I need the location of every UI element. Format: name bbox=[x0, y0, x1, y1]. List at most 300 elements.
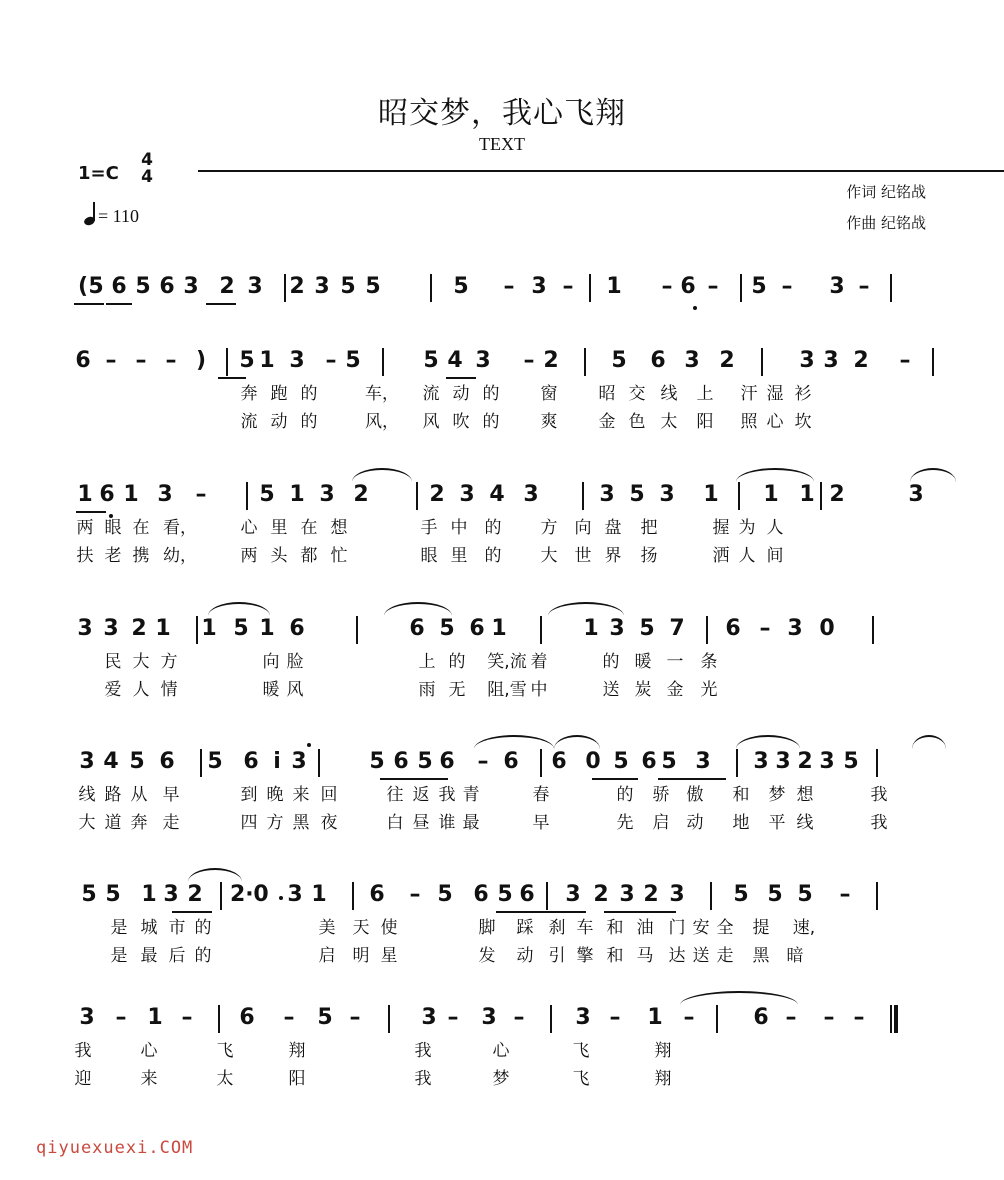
tempo-value: = 110 bbox=[98, 206, 139, 226]
lyric-verse-1: 昭 bbox=[598, 384, 616, 404]
bar-line bbox=[932, 348, 934, 376]
note: 4 bbox=[447, 348, 463, 373]
lyric-verse-2: 送 bbox=[602, 680, 620, 700]
bar-line bbox=[876, 882, 878, 910]
note: 3 bbox=[684, 348, 700, 373]
tie-slur bbox=[208, 602, 270, 616]
lyric-verse-2: 的 bbox=[484, 546, 502, 566]
note: 5 bbox=[423, 348, 439, 373]
lyric-verse-1: 飞 bbox=[572, 1041, 590, 1061]
lyric-verse-2: 来 bbox=[140, 1069, 158, 1089]
dash-extension: – bbox=[349, 1005, 361, 1030]
lyric-verse-2: 世 bbox=[574, 546, 592, 566]
bar-line bbox=[584, 348, 586, 376]
note: 2 bbox=[643, 882, 659, 907]
note: 5 bbox=[661, 749, 677, 774]
lyric-verse-2: 先 bbox=[616, 813, 634, 833]
note: 5 bbox=[135, 274, 151, 299]
lyric-verse-1: 梦 bbox=[768, 785, 786, 805]
note: 5 bbox=[797, 882, 813, 907]
lyric-verse-2: 头 bbox=[270, 546, 288, 566]
lyric-verse-1: 春 bbox=[532, 785, 550, 805]
lyric-verse-2: 两 bbox=[240, 546, 258, 566]
lyric-verse-1: 全 bbox=[716, 918, 734, 938]
lyric-verse-1: 翔 bbox=[288, 1041, 306, 1061]
eighth-underline bbox=[380, 778, 448, 780]
notes-row bbox=[60, 747, 940, 781]
lyric-verse-1: 盘 bbox=[604, 518, 622, 538]
note: 3 bbox=[481, 1005, 497, 1030]
lyric-verse-1: 刹 bbox=[548, 918, 566, 938]
lyric-verse-1: 窗 bbox=[540, 384, 558, 404]
lyric-verse-1: 往 bbox=[386, 785, 404, 805]
lyric-verse-2: 阳 bbox=[288, 1069, 306, 1089]
bar-line bbox=[740, 274, 742, 302]
lyric-verse-2: 飞 bbox=[572, 1069, 590, 1089]
note: 3 bbox=[523, 482, 539, 507]
lyric-verse-2: 线 bbox=[796, 813, 814, 833]
note: 2 bbox=[797, 749, 813, 774]
lyric-verse-2: 太 bbox=[660, 412, 678, 432]
note: 3 bbox=[319, 482, 335, 507]
note: 1 bbox=[311, 882, 327, 907]
bar-line bbox=[736, 749, 738, 777]
note: 5 bbox=[417, 749, 433, 774]
note: 5 bbox=[129, 749, 145, 774]
note: 6 bbox=[111, 274, 127, 299]
lyric-verse-2: 马 bbox=[636, 946, 654, 966]
note: 5 bbox=[453, 274, 469, 299]
note: 3 bbox=[823, 348, 839, 373]
notes-row bbox=[60, 346, 940, 380]
note: 1 bbox=[123, 482, 139, 507]
bar-line bbox=[356, 616, 358, 644]
lyric-verse-2: 金 bbox=[598, 412, 616, 432]
note: 1 bbox=[799, 482, 815, 507]
note: 3 bbox=[799, 348, 815, 373]
octave-dot bbox=[279, 896, 283, 900]
note: 5 bbox=[497, 882, 513, 907]
note: 6 bbox=[393, 749, 409, 774]
lyric-verse-2: 星 bbox=[380, 946, 398, 966]
lyric-verse-1: 笑,流 bbox=[487, 652, 527, 672]
lyric-verse-1: 美 bbox=[318, 918, 336, 938]
lyric-verse-1: 交 bbox=[628, 384, 646, 404]
lyric-verse-1: 条 bbox=[700, 652, 718, 672]
lyric-verse-2: 雨 bbox=[418, 680, 436, 700]
lyric-verse-1: 中 bbox=[450, 518, 468, 538]
lyric-verse-1: 人 bbox=[766, 518, 784, 538]
lyric-verse-2: 吹 bbox=[452, 412, 470, 432]
note: 5 bbox=[239, 348, 255, 373]
composer-credit: 作曲 纪铭战 bbox=[846, 214, 926, 232]
lyric-verse-2: 阻,雪 bbox=[487, 680, 527, 700]
lyric-verse-2: 大 bbox=[540, 546, 558, 566]
note: 3 bbox=[459, 482, 475, 507]
lyric-verse-1: 里 bbox=[270, 518, 288, 538]
note: 3 bbox=[157, 482, 173, 507]
note: 6 bbox=[369, 882, 385, 907]
lyric-verse-2: 老 bbox=[104, 546, 122, 566]
bar-line bbox=[716, 1005, 718, 1033]
lyric-verse-2: 引 bbox=[548, 946, 566, 966]
lyric-verse-1: 大 bbox=[132, 652, 150, 672]
dash-extension: – bbox=[785, 1005, 797, 1030]
note: 5 bbox=[259, 482, 275, 507]
tie-slur bbox=[680, 991, 798, 1005]
lyric-verse-2: 夜 bbox=[320, 813, 338, 833]
lyric-verse-2: 平 bbox=[768, 813, 786, 833]
lyric-verse-2: 白 bbox=[386, 813, 404, 833]
note: 2· bbox=[230, 882, 254, 907]
lyric-verse-1: 心 bbox=[492, 1041, 510, 1061]
lyric-verse-2: 启 bbox=[318, 946, 336, 966]
note: 1 bbox=[77, 482, 93, 507]
eighth-underline bbox=[218, 377, 246, 379]
note: 5 bbox=[369, 749, 385, 774]
note: 6 bbox=[725, 616, 741, 641]
note: 3 bbox=[819, 749, 835, 774]
lyric-verse-1: 握 bbox=[712, 518, 730, 538]
note: 3 bbox=[247, 274, 263, 299]
dash-extension: – bbox=[781, 274, 793, 299]
note: 1 bbox=[606, 274, 622, 299]
note: i bbox=[273, 749, 281, 774]
bar-line bbox=[761, 348, 763, 376]
note: 1 bbox=[147, 1005, 163, 1030]
note: 3 bbox=[659, 482, 675, 507]
note: 5 bbox=[611, 348, 627, 373]
lyric-verse-2: 人 bbox=[132, 680, 150, 700]
lyric-verse-1: 和 bbox=[606, 918, 624, 938]
lyric-verse-2: 风 bbox=[422, 412, 440, 432]
meter-top: 4 bbox=[141, 150, 153, 170]
note: 3 bbox=[77, 616, 93, 641]
lyric-verse-2: 都 bbox=[300, 546, 318, 566]
lyric-verse-1: 想 bbox=[330, 518, 348, 538]
lyric-verse-2: 扶 bbox=[76, 546, 94, 566]
lyric-verse-1: 早 bbox=[162, 785, 180, 805]
lyric-verse-1: 暖 bbox=[634, 652, 652, 672]
lyric-verse-2: 间 bbox=[766, 546, 784, 566]
lyric-verse-1: 是 bbox=[110, 918, 128, 938]
lyric-verse-1: 上 bbox=[696, 384, 714, 404]
lyric-verse-1: 向 bbox=[574, 518, 592, 538]
lyric-verse-1: 翔 bbox=[654, 1041, 672, 1061]
notes-row bbox=[60, 480, 940, 514]
notes-row bbox=[60, 880, 940, 914]
note: 1 bbox=[491, 616, 507, 641]
dash-extension: – bbox=[503, 274, 515, 299]
lyric-verse-2: 金 bbox=[666, 680, 684, 700]
eighth-underline bbox=[446, 377, 476, 379]
eighth-underline bbox=[206, 303, 236, 305]
lyric-verse-1: 傲 bbox=[686, 785, 704, 805]
lyric-verse-2: 界 bbox=[604, 546, 622, 566]
lyric-verse-1: 脸 bbox=[286, 652, 304, 672]
subtitle: TEXT bbox=[479, 134, 525, 154]
note: 2 bbox=[219, 274, 235, 299]
lyric-verse-2: 动 bbox=[516, 946, 534, 966]
note: 3 bbox=[163, 882, 179, 907]
lyric-verse-1: 把 bbox=[640, 518, 658, 538]
note: 6 bbox=[409, 616, 425, 641]
lyric-verse-2: 照 bbox=[740, 412, 758, 432]
note: 4 bbox=[103, 749, 119, 774]
tempo-marking bbox=[84, 202, 139, 227]
lyric-verse-2: 梦 bbox=[492, 1069, 510, 1089]
lyric-verse-1: 飞 bbox=[216, 1041, 234, 1061]
watermark: qiyuexuexi.COM bbox=[36, 1138, 194, 1158]
note: 5 bbox=[629, 482, 645, 507]
lyric-verse-2: 心 bbox=[766, 412, 784, 432]
octave-dot bbox=[307, 743, 311, 747]
lyric-verse-2: 启 bbox=[652, 813, 670, 833]
note: 6 bbox=[641, 749, 657, 774]
lyric-verse-2: 爱 bbox=[104, 680, 122, 700]
note: 6 bbox=[243, 749, 259, 774]
lyric-verse-1: 车， bbox=[365, 384, 399, 404]
lyric-verse-1: 心 bbox=[240, 518, 258, 538]
lyric-verse-1: 手 bbox=[420, 518, 438, 538]
lyric-verse-2: 色 bbox=[628, 412, 646, 432]
lyric-verse-2: 爽 bbox=[540, 412, 558, 432]
note: 6 bbox=[503, 749, 519, 774]
tie-slur bbox=[548, 602, 624, 616]
dash-extension: – bbox=[409, 882, 421, 907]
note: 5 bbox=[207, 749, 223, 774]
lyric-verse-1: 眼 bbox=[104, 518, 122, 538]
note: 6 bbox=[469, 616, 485, 641]
bar-line bbox=[738, 482, 740, 510]
note: 5 bbox=[437, 882, 453, 907]
bar-line bbox=[876, 749, 878, 777]
lyric-verse-2: 擎 bbox=[576, 946, 594, 966]
dash-extension: – bbox=[609, 1005, 621, 1030]
note: 3 bbox=[575, 1005, 591, 1030]
note: 0 bbox=[253, 882, 269, 907]
lyric-verse-1: 路 bbox=[104, 785, 122, 805]
bar-line bbox=[872, 616, 874, 644]
note: 5 bbox=[751, 274, 767, 299]
note: 6 bbox=[473, 882, 489, 907]
lyric-verse-2: 太 bbox=[216, 1069, 234, 1089]
dash-extension: – bbox=[899, 348, 911, 373]
lyricist-credit: 作词 纪铭战 bbox=[846, 183, 926, 201]
lyric-verse-2: 光 bbox=[700, 680, 718, 700]
note: 3 bbox=[475, 348, 491, 373]
note: 3 bbox=[609, 616, 625, 641]
lyric-verse-1: 向 bbox=[262, 652, 280, 672]
note: 1 bbox=[201, 616, 217, 641]
note: 2 bbox=[131, 616, 147, 641]
lyric-verse-1: 想 bbox=[796, 785, 814, 805]
lyric-verse-1: 在 bbox=[132, 518, 150, 538]
note: 6 bbox=[650, 348, 666, 373]
dash-extension: – bbox=[839, 882, 851, 907]
bar-line bbox=[318, 749, 320, 777]
note: 6 bbox=[159, 749, 175, 774]
note: 6 bbox=[289, 616, 305, 641]
dash-extension: – bbox=[115, 1005, 127, 1030]
lyric-verse-1: 动 bbox=[452, 384, 470, 404]
bar-line bbox=[226, 348, 228, 376]
dash-extension: – bbox=[325, 348, 337, 373]
note: 6 bbox=[75, 348, 91, 373]
note: 1 bbox=[289, 482, 305, 507]
lyric-verse-1: 的 bbox=[602, 652, 620, 672]
bar-line bbox=[540, 616, 542, 644]
note: 1 bbox=[703, 482, 719, 507]
lyric-verse-1: 安 bbox=[692, 918, 710, 938]
note: 6 bbox=[551, 749, 567, 774]
note: 3 bbox=[753, 749, 769, 774]
note: 1 bbox=[763, 482, 779, 507]
note: 5 bbox=[233, 616, 249, 641]
note: 5 bbox=[843, 749, 859, 774]
lyric-verse-1: 两 bbox=[76, 518, 94, 538]
tie-slur bbox=[188, 868, 242, 882]
tie-slur bbox=[352, 468, 412, 482]
lyric-verse-2: 我 bbox=[414, 1069, 432, 1089]
eighth-underline bbox=[76, 511, 106, 513]
lyric-verse-2: 发 bbox=[478, 946, 496, 966]
lyric-verse-2: 无 bbox=[448, 680, 466, 700]
eighth-underline bbox=[496, 911, 586, 913]
note: 5 bbox=[613, 749, 629, 774]
bar-line bbox=[416, 482, 418, 510]
dash-extension: – bbox=[707, 274, 719, 299]
lyric-verse-1: 方 bbox=[540, 518, 558, 538]
bar-line bbox=[352, 882, 354, 910]
lyric-verse-1: 到 bbox=[240, 785, 258, 805]
lyric-verse-1: 跑 bbox=[270, 384, 288, 404]
dash-extension: – bbox=[823, 1005, 835, 1030]
note: 1 bbox=[259, 348, 275, 373]
note: 5 bbox=[340, 274, 356, 299]
note: 1 bbox=[259, 616, 275, 641]
lyric-verse-2: 昼 bbox=[412, 813, 430, 833]
lyric-verse-2: 奔 bbox=[130, 813, 148, 833]
bar-line bbox=[540, 749, 542, 777]
dash-extension: – bbox=[858, 274, 870, 299]
dash-extension: – bbox=[562, 274, 574, 299]
lyric-verse-2: 的 bbox=[482, 412, 500, 432]
lyric-verse-1: 的 bbox=[482, 384, 500, 404]
note: 2 bbox=[289, 274, 305, 299]
lyric-verse-1: 油 bbox=[636, 918, 654, 938]
notes-row bbox=[60, 614, 940, 648]
lyric-verse-1: 速, bbox=[792, 918, 816, 938]
lyric-verse-2: 走 bbox=[716, 946, 734, 966]
eighth-underline bbox=[74, 303, 104, 305]
lyric-verse-1: 的 bbox=[300, 384, 318, 404]
bar-line bbox=[382, 348, 384, 376]
lyric-verse-2: 里 bbox=[450, 546, 468, 566]
note: 2 bbox=[187, 882, 203, 907]
note: 3 bbox=[695, 749, 711, 774]
bar-line bbox=[589, 274, 591, 302]
note: 3 bbox=[287, 882, 303, 907]
lyric-verse-1: 骄 bbox=[652, 785, 670, 805]
lyric-verse-2: 情 bbox=[160, 680, 178, 700]
tie-slur bbox=[912, 735, 946, 749]
note: 3 bbox=[565, 882, 581, 907]
bar-line bbox=[220, 882, 222, 910]
lyric-verse-2: 风， bbox=[365, 412, 399, 432]
lyric-verse-1: 从 bbox=[130, 785, 148, 805]
lyric-verse-2: 黑 bbox=[292, 813, 310, 833]
lyric-verse-2: 大 bbox=[78, 813, 96, 833]
bar-line bbox=[388, 1005, 390, 1033]
lyric-verse-1: 我 bbox=[414, 1041, 432, 1061]
note: 2 bbox=[353, 482, 369, 507]
lyric-verse-1: 汗 bbox=[740, 384, 758, 404]
note: 5 bbox=[105, 882, 121, 907]
lyric-verse-2: 眼 bbox=[420, 546, 438, 566]
dash-extension: – bbox=[165, 348, 177, 373]
lyric-verse-2: 走 bbox=[162, 813, 180, 833]
note: 1 bbox=[583, 616, 599, 641]
lyric-verse-1: 着 bbox=[530, 652, 548, 672]
lyric-verse-1: 看， bbox=[163, 518, 197, 538]
note: 3 bbox=[291, 749, 307, 774]
lyric-verse-2: 流 bbox=[240, 412, 258, 432]
bar-line bbox=[430, 274, 432, 302]
note: 6 bbox=[159, 274, 175, 299]
eighth-underline bbox=[604, 911, 676, 913]
note: 5 bbox=[767, 882, 783, 907]
bar-line bbox=[246, 482, 248, 510]
lyric-verse-2: 我 bbox=[870, 813, 888, 833]
lyric-verse-1: 回 bbox=[320, 785, 338, 805]
lyric-verse-2: 阳 bbox=[696, 412, 714, 432]
lyric-verse-1: 使 bbox=[380, 918, 398, 938]
bar-line bbox=[706, 616, 708, 644]
note: 2 bbox=[829, 482, 845, 507]
dash-extension: – bbox=[105, 348, 117, 373]
note: 5 bbox=[639, 616, 655, 641]
note: 5 bbox=[439, 616, 455, 641]
lyric-verse-2: 谁 bbox=[438, 813, 456, 833]
tie-slur bbox=[736, 735, 800, 749]
note: 6 bbox=[519, 882, 535, 907]
tie-slur bbox=[554, 735, 600, 749]
lyric-verse-1: 我 bbox=[870, 785, 888, 805]
lyric-verse-2: 中 bbox=[530, 680, 548, 700]
bar-line bbox=[890, 274, 892, 302]
lyric-verse-2: 暖 bbox=[262, 680, 280, 700]
note: 6 bbox=[99, 482, 115, 507]
lyric-verse-1: 线 bbox=[660, 384, 678, 404]
lyric-verse-2: 坎 bbox=[794, 412, 812, 432]
lyric-verse-2: 道 bbox=[104, 813, 122, 833]
eighth-underline bbox=[172, 911, 212, 913]
lyric-verse-1: 心 bbox=[140, 1041, 158, 1061]
lyric-verse-2: 动 bbox=[270, 412, 288, 432]
lyric-verse-2: 明 bbox=[352, 946, 370, 966]
lyric-verse-1: 青 bbox=[462, 785, 480, 805]
note: 3 bbox=[908, 482, 924, 507]
tie-slur bbox=[736, 468, 814, 482]
note: 6 bbox=[753, 1005, 769, 1030]
note: 1 bbox=[647, 1005, 663, 1030]
dash-extension: – bbox=[477, 749, 489, 774]
lyric-verse-1: 奔 bbox=[240, 384, 258, 404]
bar-line bbox=[218, 1005, 220, 1033]
note: 5 bbox=[345, 348, 361, 373]
note: 2 bbox=[429, 482, 445, 507]
